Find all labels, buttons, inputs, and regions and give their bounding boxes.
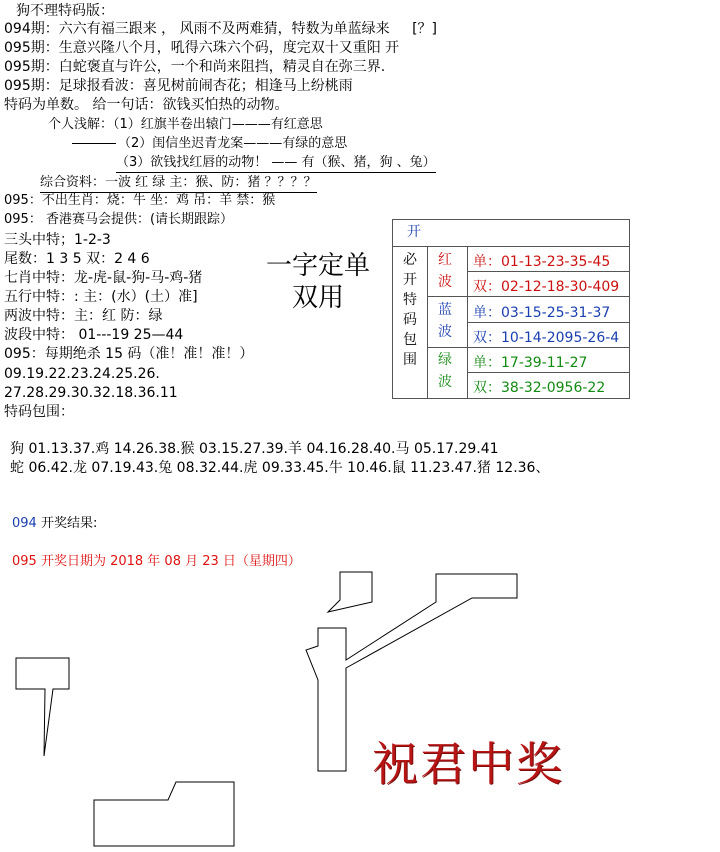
stat-line: 两波中特：主：红 防：绿 [4, 308, 163, 324]
side-char: 包 [403, 332, 417, 348]
callout-shape [94, 782, 234, 846]
side-char: 必 [403, 252, 417, 268]
group-name-blue: 蓝 [438, 302, 452, 318]
special-note: 特码为单数。 给一句话：欲钱买怕热的动物。 [4, 97, 289, 113]
explain-text: （1）红旗半卷出辕门———有红意思 [113, 117, 323, 132]
side-char: 码 [403, 312, 417, 328]
table-header: 开 [407, 224, 421, 240]
explain-line-3: （3）欲钱找红唇的动物！ —— 有（猴、猪，狗 、兔） [116, 154, 436, 173]
hint-prefix: 095期： [4, 59, 59, 75]
zodiac-line: 狗 01.13.37.鸡 14.26.38.猴 03.15.27.39.羊 04.16.28.40.马 05.17.29.41 [10, 441, 499, 457]
hint-prefix: 094期： [4, 21, 59, 37]
side-char: 围 [403, 352, 417, 368]
hint-prefix: 095期： [4, 78, 59, 94]
row-value: 17-39-11-27 [501, 355, 588, 371]
row-label: 双： [473, 279, 501, 295]
row-value: 03-15-25-31-37 [501, 305, 611, 321]
stat-line: 27.28.29.30.32.18.36.11 [4, 385, 178, 401]
summary-line: 综合资料：一波 红 绿 主：猴、防：猪 ？？？？ [40, 174, 317, 193]
hint-tag: [？] [412, 21, 438, 37]
stat-line: 09.19.22.23.24.25.26. [4, 366, 160, 382]
result-issue: 094 [12, 516, 37, 531]
side-char: 特 [403, 292, 417, 308]
row-label: 双： [473, 330, 501, 346]
hint-text: 生意兴隆八个月，吼得六珠六个码，度完双十又重阳 开 [58, 40, 400, 56]
row-label: 双： [473, 380, 501, 396]
hint-text: 足球报看波：喜见树前闹杏花；相逢马上纷桃雨 [58, 78, 353, 94]
stat-line: 095：每期绝杀 15 码（准！准！准！） [4, 346, 254, 362]
row-value: 02-12-18-30-409 [501, 279, 620, 295]
explain-text: （2）闺信坐迟青龙案———有绿的意思 [118, 136, 348, 151]
callout-shape [16, 658, 69, 756]
blessing-text: 祝君中奖 [372, 737, 564, 791]
row-value: 38-32-0956-22 [501, 380, 606, 396]
group-name-green: 绿 [438, 352, 452, 368]
row-value: 10-14-2095-26-4 [501, 330, 620, 346]
row-value: 01-13-23-35-45 [501, 254, 611, 270]
callout-shape [328, 572, 372, 612]
side-char: 开 [403, 272, 417, 288]
stat-line: 特码包围： [4, 404, 74, 420]
group-name-red: 波 [438, 274, 452, 290]
zodiac-line: 蛇 06.42.龙 07.19.43.兔 08.32.44.虎 09.33.45.牛 10.46.鼠 11.23.47.猪 12.36、 [10, 460, 550, 476]
row-label: 单： [473, 305, 501, 321]
stat-line: 七肖中特：龙-虎-鼠-狗-马-鸡-猪 [4, 270, 203, 286]
big-title: 一字定单双用 [265, 251, 370, 313]
hint-text: 白蛇褒直与许公，一个和尚来阻挡，精灵自在弥三界. [58, 59, 386, 75]
group-name-red: 红 [438, 252, 452, 268]
stat-line: 三头中特；1-2-3 [4, 232, 111, 248]
explain-label: 个人浅解： [48, 117, 114, 132]
group-name-green: 波 [438, 374, 452, 390]
stat-line: 五行中特：: 主：(水）(土）准] [4, 289, 198, 305]
no-show-line: 095：不出生肖：烧：牛 坐：鸡 吊：羊 禁：猴 [4, 193, 276, 208]
hk-line: 095： 香港赛马会提供：(请长期跟踪） [4, 212, 234, 227]
stat-line: 波段中特： 01---19 25—44 [4, 327, 184, 343]
stat-line: 尾数：1 3 5 双：2 4 6 [4, 251, 150, 267]
hint-prefix: 095期： [4, 40, 59, 56]
result-label: 开奖结果: [40, 516, 98, 531]
row-label: 单： [473, 355, 501, 371]
row-label: 单： [473, 254, 501, 270]
hint-text: 六六有福三跟来 ， 风雨不及两难猜，特数为单蓝绿来 [58, 21, 390, 37]
page-title: 狗不理特码版： [16, 3, 114, 19]
draw-date-line: 095 开奖日期为 2018 年 08 月 23 日（星期四） [12, 554, 301, 569]
group-name-blue: 波 [438, 324, 452, 340]
